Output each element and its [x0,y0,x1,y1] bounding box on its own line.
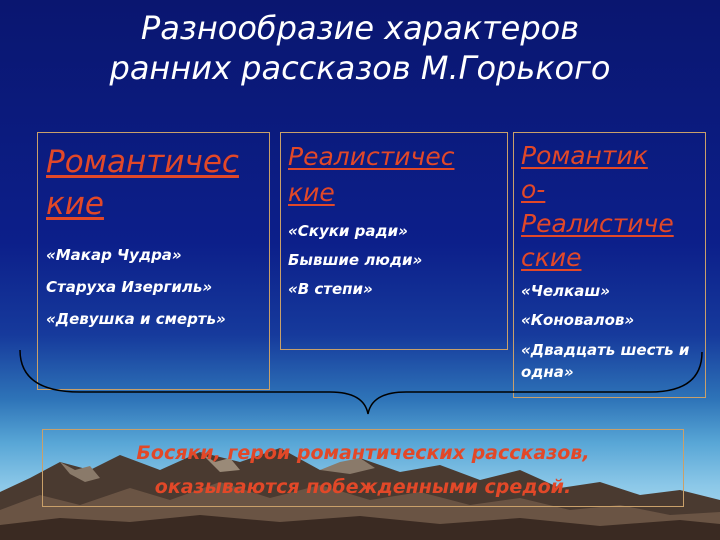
conclusion-box [42,429,684,507]
list-item: Бывшие люди» [288,251,423,269]
list-item: «Коновалов» [521,311,635,329]
romantic-realistic-heading-line-2: о- [521,175,546,204]
list-item: «Макар Чудра» [46,246,182,264]
realistic-heading-line-2: кие [288,178,335,207]
romantic-realistic-heading-line-4: ские [521,243,582,272]
list-item: «Девушка и смерть» [46,310,226,328]
list-item: «Двадцать шесть и одна» [521,341,690,381]
list-item: «Скуки ради» [288,222,408,240]
romantic-realistic-heading-line-1: Романтик [521,141,648,170]
list-item: Старуха Изергиль» [46,278,213,296]
romantic-heading-line-2: кие [46,186,104,222]
romantic-heading-line-1: Романтичес [46,144,239,180]
realistic-heading-line-1: Реалистичес [288,142,455,171]
romantic-realistic-heading-line-3: Реалистиче [521,209,674,238]
conclusion-line-2: оказываются побежденными средой. [154,476,572,498]
title-line-1: Разнообразие характеров [140,9,580,47]
list-item: «В степи» [288,280,373,298]
title-line-2: ранних рассказов М.Горького [109,49,611,87]
conclusion-line-1: Босяки, герои романтических рассказов, [136,442,590,464]
list-item: «Челкаш» [521,282,611,300]
